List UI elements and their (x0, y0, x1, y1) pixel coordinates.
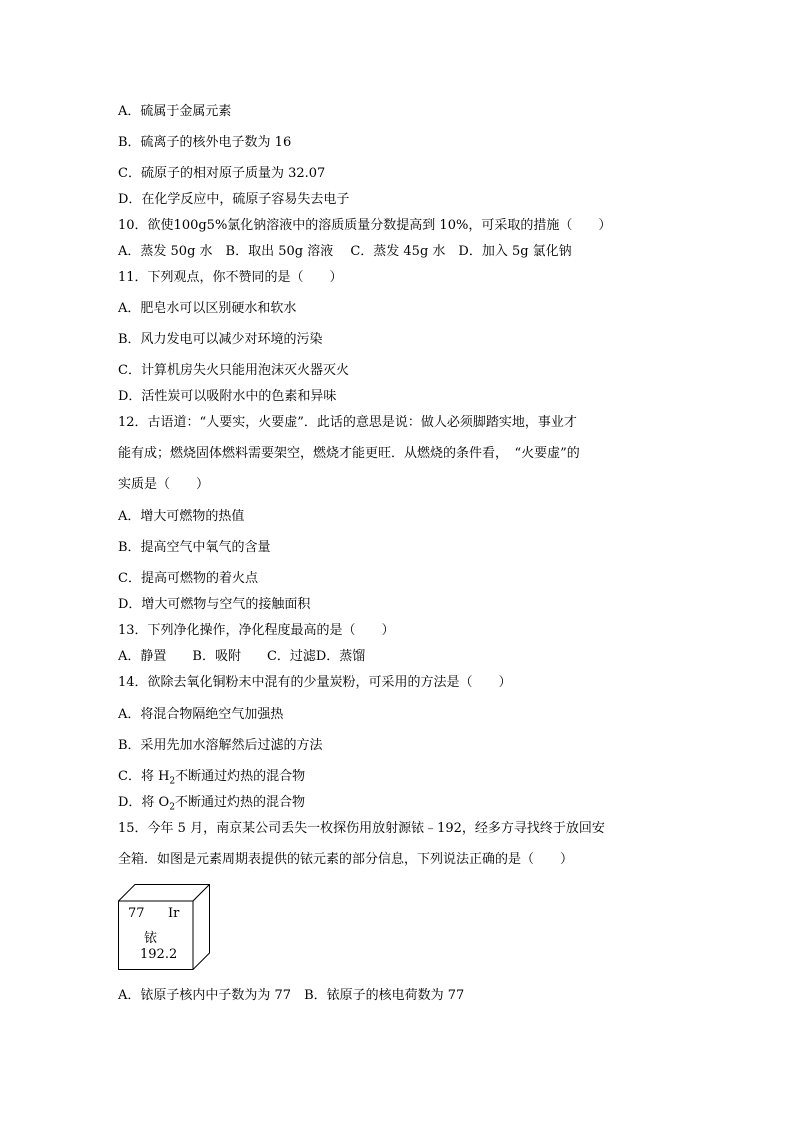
element-atomic-number: 77 (128, 906, 145, 921)
element-symbol: Ir (168, 906, 180, 921)
q10-stem: 10．欲使100g5%氯化钠溶液中的溶质质量分数提高到 10%，可采取的措施（ ） (118, 218, 612, 233)
iridium-element-card (118, 884, 210, 970)
q12-stem-line2: 能有成；燃烧固体燃料需要架空，燃烧才能更旺．从燃烧的条件看， “火要虚”的 (118, 446, 580, 461)
q14-option-a: A．将混合物隔绝空气加强热 (118, 707, 284, 722)
q11-stem: 11．下列观点，你不赞同的是（ ） (118, 270, 343, 285)
q13-stem: 13．下列净化操作，净化程度最高的是（ ） (118, 623, 395, 638)
q9-option-d: D．在化学反应中，硫原子容易失去电子 (118, 192, 350, 207)
q12-stem-line3: 实质是（ ） (118, 477, 210, 492)
q15-options: A．铱原子核内中子数为为 77 B．铱原子的核电荷数为 77 (118, 988, 465, 1003)
q11-option-b: B．风力发电可以减少对环境的污染 (118, 332, 323, 347)
q9-option-c: C．硫原子的相对原子质量为 32.07 (118, 166, 326, 181)
q12-stem-line1: 12．古语道：“人要实，火要虚”．此话的意思是说：做人必须脚踏实地，事业才 (118, 415, 577, 430)
q11-option-a: A．肥皂水可以区别硬水和软水 (118, 301, 297, 316)
q12-option-b: B．提高空气中氧气的含量 (118, 540, 271, 555)
q12-option-c: C．提高可燃物的着火点 (118, 571, 258, 586)
element-atomic-mass: 192.2 (140, 947, 178, 962)
q14-option-d: D．将 $O_2$不断通过灼热的混合物 (118, 795, 305, 813)
element-name: 铱 (144, 931, 158, 946)
q15-stem-line1: 15．今年 5 月，南京某公司丢失一枚探伤用放射源铱﹣192，经多方寻找终于放回安 (118, 821, 605, 836)
q11-option-c: C．计算机房失火只能用泡沫灭火器灭火 (118, 363, 349, 378)
q9-option-b: B．硫离子的核外电子数为 16 (118, 135, 292, 150)
q12-option-d: D．增大可燃物与空气的接触面积 (118, 597, 311, 612)
q14-stem: 14．欲除去氧化铜粉末中混有的少量炭粉，可采用的方法是（ ） (118, 675, 512, 690)
q14-option-c: C．将 $H_2$不断通过灼热的混合物 (118, 769, 306, 787)
q9-option-a: A．硫属于金属元素 (118, 104, 232, 119)
q11-option-d: D．活性炭可以吸附水中的色素和异味 (118, 389, 337, 404)
q14-option-b: B．采用先加水溶解然后过滤的方法 (118, 738, 323, 753)
q13-options: A．静置 B．吸附 C．过滤D．蒸馏 (118, 649, 366, 664)
q10-options: A．蒸发 50g 水 B．取出 50g 溶液 C．蒸发 45g 水 D．加入 5g 氯化钠 (118, 244, 572, 259)
q15-stem-line2: 全箱．如图是元素周期表提供的铱元素的部分信息，下列说法正确的是（ ） (118, 852, 574, 867)
q12-option-a: A．增大可燃物的热值 (118, 509, 245, 524)
